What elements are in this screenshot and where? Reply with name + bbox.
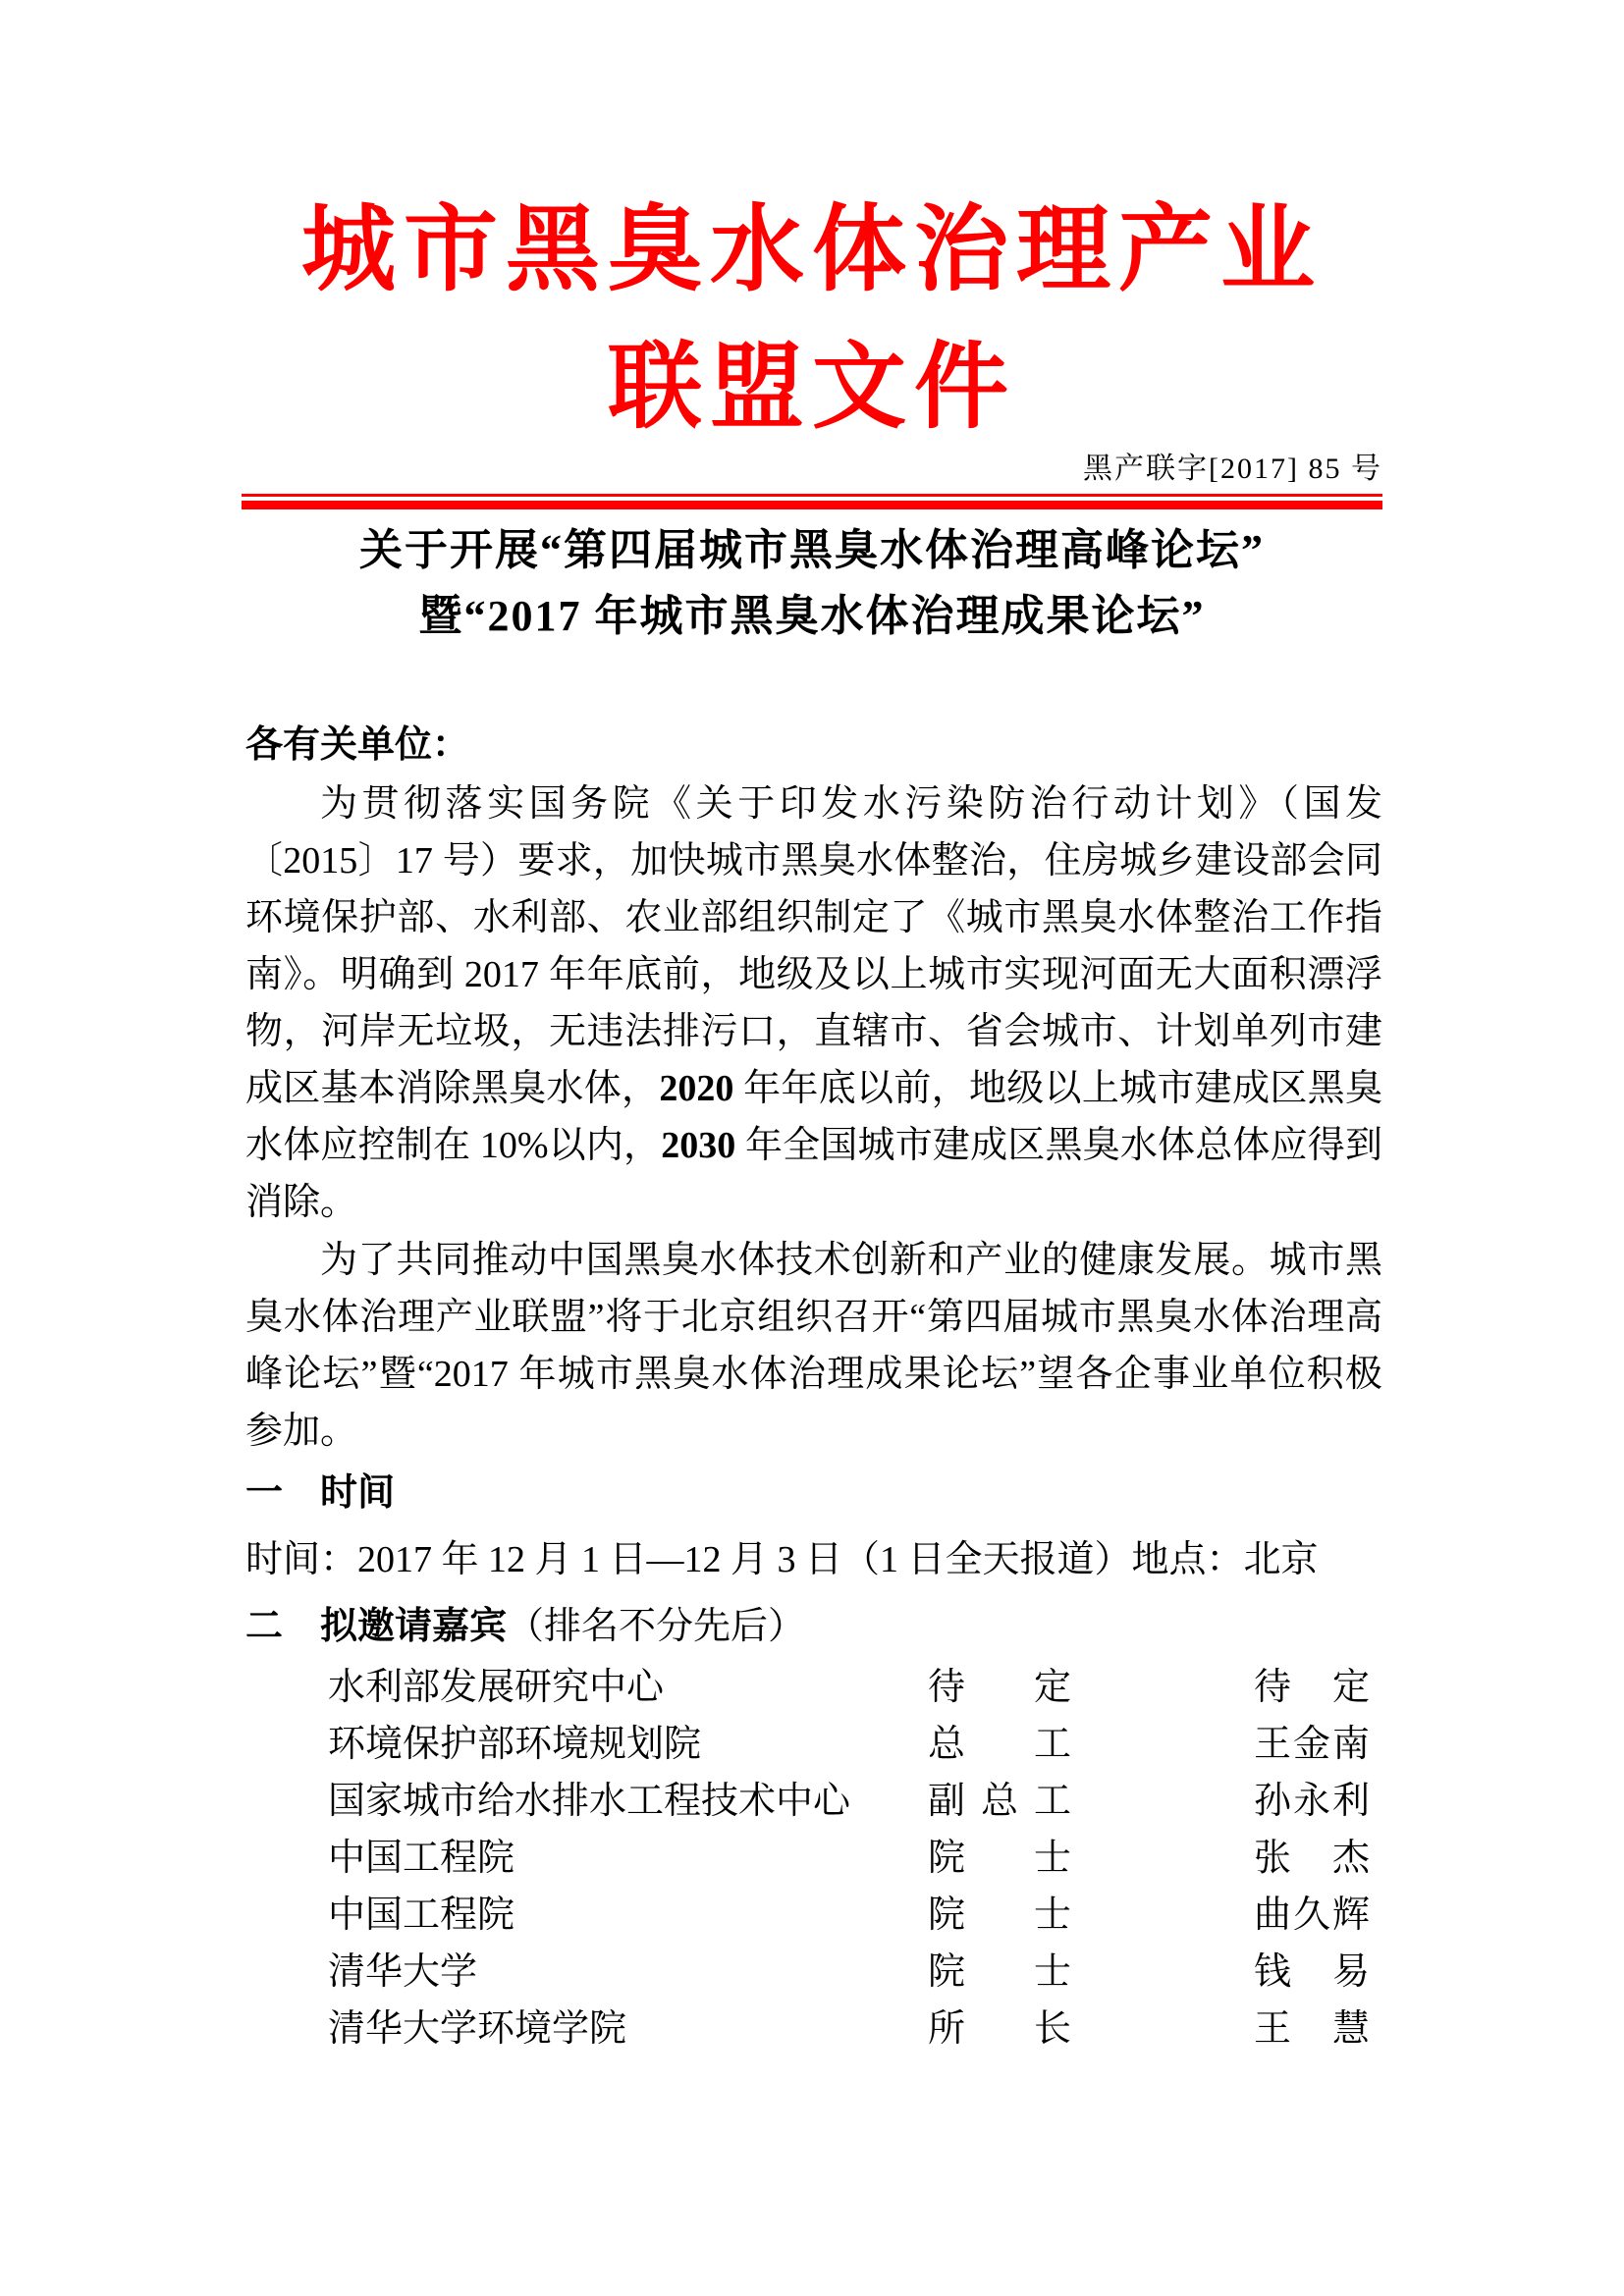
paragraph-invitation: 为了共同推动中国黑臭水体技术创新和产业的健康发展。城市黑臭水体治理产业联盟”将于北京组织召开“第四届城市黑臭水体治理高峰论坛”暨“2017 年城市黑臭水体治理成果论坛”望各企事业单位积极参加。 (245, 1240, 1382, 1452)
guest-row (245, 1773, 1382, 1830)
guest-org: 清华大学 (328, 1951, 478, 1993)
guest-row (245, 1830, 1382, 1887)
paragraph-policy-year-2020: 2020 (659, 1068, 734, 1109)
guest-org: 清华大学环境学院 (328, 2008, 627, 2050)
guest-org: 水利部发展研究中心 (328, 1667, 665, 1708)
guest-org: 环境保护部环境规划院 (328, 1724, 702, 1765)
paragraph-policy (245, 775, 1382, 1231)
guest-name: 张 杰 (1254, 1838, 1370, 1879)
section-heading-guests-label: 二 拟邀请嘉宾 (245, 1606, 508, 1647)
guest-title: 总 工 (928, 1724, 1071, 1765)
letterhead-title-line2: 联盟文件 (608, 335, 1016, 440)
guest-row (245, 2001, 1382, 2057)
document-number: 黑产联字[2017] 85 号 (1083, 453, 1382, 485)
guest-name: 王金南 (1254, 1724, 1370, 1765)
salutation: 各有关单位： (245, 724, 470, 766)
guest-org: 国家城市给水排水工程技术中心 (328, 1781, 851, 1822)
guest-title: 院 士 (928, 1951, 1071, 1993)
guest-row (245, 1887, 1382, 1944)
subject-title-line1: 关于开展“第四届城市黑臭水体治理高峰论坛” (359, 526, 1265, 574)
subject-title (0, 517, 1624, 649)
paragraph-policy-year-2030: 2030 (661, 1125, 736, 1166)
guest-list (245, 1659, 1382, 2057)
guest-row (245, 1944, 1382, 2001)
section-heading-guests-note: （排名不分先后） (507, 1606, 806, 1647)
subject-title-line2: 暨“2017 年城市黑臭水体治理成果论坛” (418, 592, 1206, 640)
section-heading-time: 一 时间 (245, 1472, 396, 1514)
guest-name: 王 慧 (1254, 2008, 1370, 2050)
guest-org: 中国工程院 (328, 1838, 515, 1879)
red-separator-thick-line (242, 501, 1382, 509)
guest-title: 副总工 (928, 1781, 1071, 1822)
guest-org: 中国工程院 (328, 1895, 515, 1936)
guest-title: 所 长 (928, 2008, 1071, 2050)
schedule-line: 时间：2017 年 12 月 1 日—12 月 3 日（1 日全天报道）地点：北京 (245, 1539, 1319, 1580)
guest-title: 院 士 (928, 1838, 1071, 1879)
guest-name: 钱 易 (1254, 1951, 1370, 1993)
paragraph-policy-seg5: 年全国城市建成区黑臭水体总体应得到消除。 (245, 1125, 1382, 1223)
paragraph-policy-seg1: 为贯彻落实国务院《关于印发水污染防治行动计划》（国发〔2015〕17 号）要求，加快城市黑臭水体整治，住房城乡建设部会同环境保护部、水利部、农业部组织制定了《城市黑臭水体整治工作指南》。明确到 2017 年年底前，地级及以上城市实现河面无大面积漂浮物，河岸无垃圾，无违法排污口，直辖市、省会城市、计划单列市建成区基本消除黑臭水体， (245, 783, 1382, 1109)
guest-name: 曲久辉 (1254, 1895, 1370, 1936)
guest-row (245, 1716, 1382, 1773)
guest-title: 待 定 (928, 1667, 1071, 1708)
guest-name: 待 定 (1254, 1667, 1370, 1708)
guest-row (245, 1659, 1382, 1716)
guest-title: 院 士 (928, 1895, 1071, 1936)
letterhead-title (0, 182, 1624, 456)
red-separator (242, 494, 1382, 509)
letterhead-title-line1: 城市黑臭水体治理产业 (301, 197, 1323, 302)
guest-name: 孙永利 (1254, 1781, 1370, 1822)
section-heading-guests (245, 1598, 1382, 1655)
paragraph-policy-seg3: 年年底以前，地级以上城市建成区黑臭水体应控制在 10%以内， (245, 1068, 1382, 1166)
